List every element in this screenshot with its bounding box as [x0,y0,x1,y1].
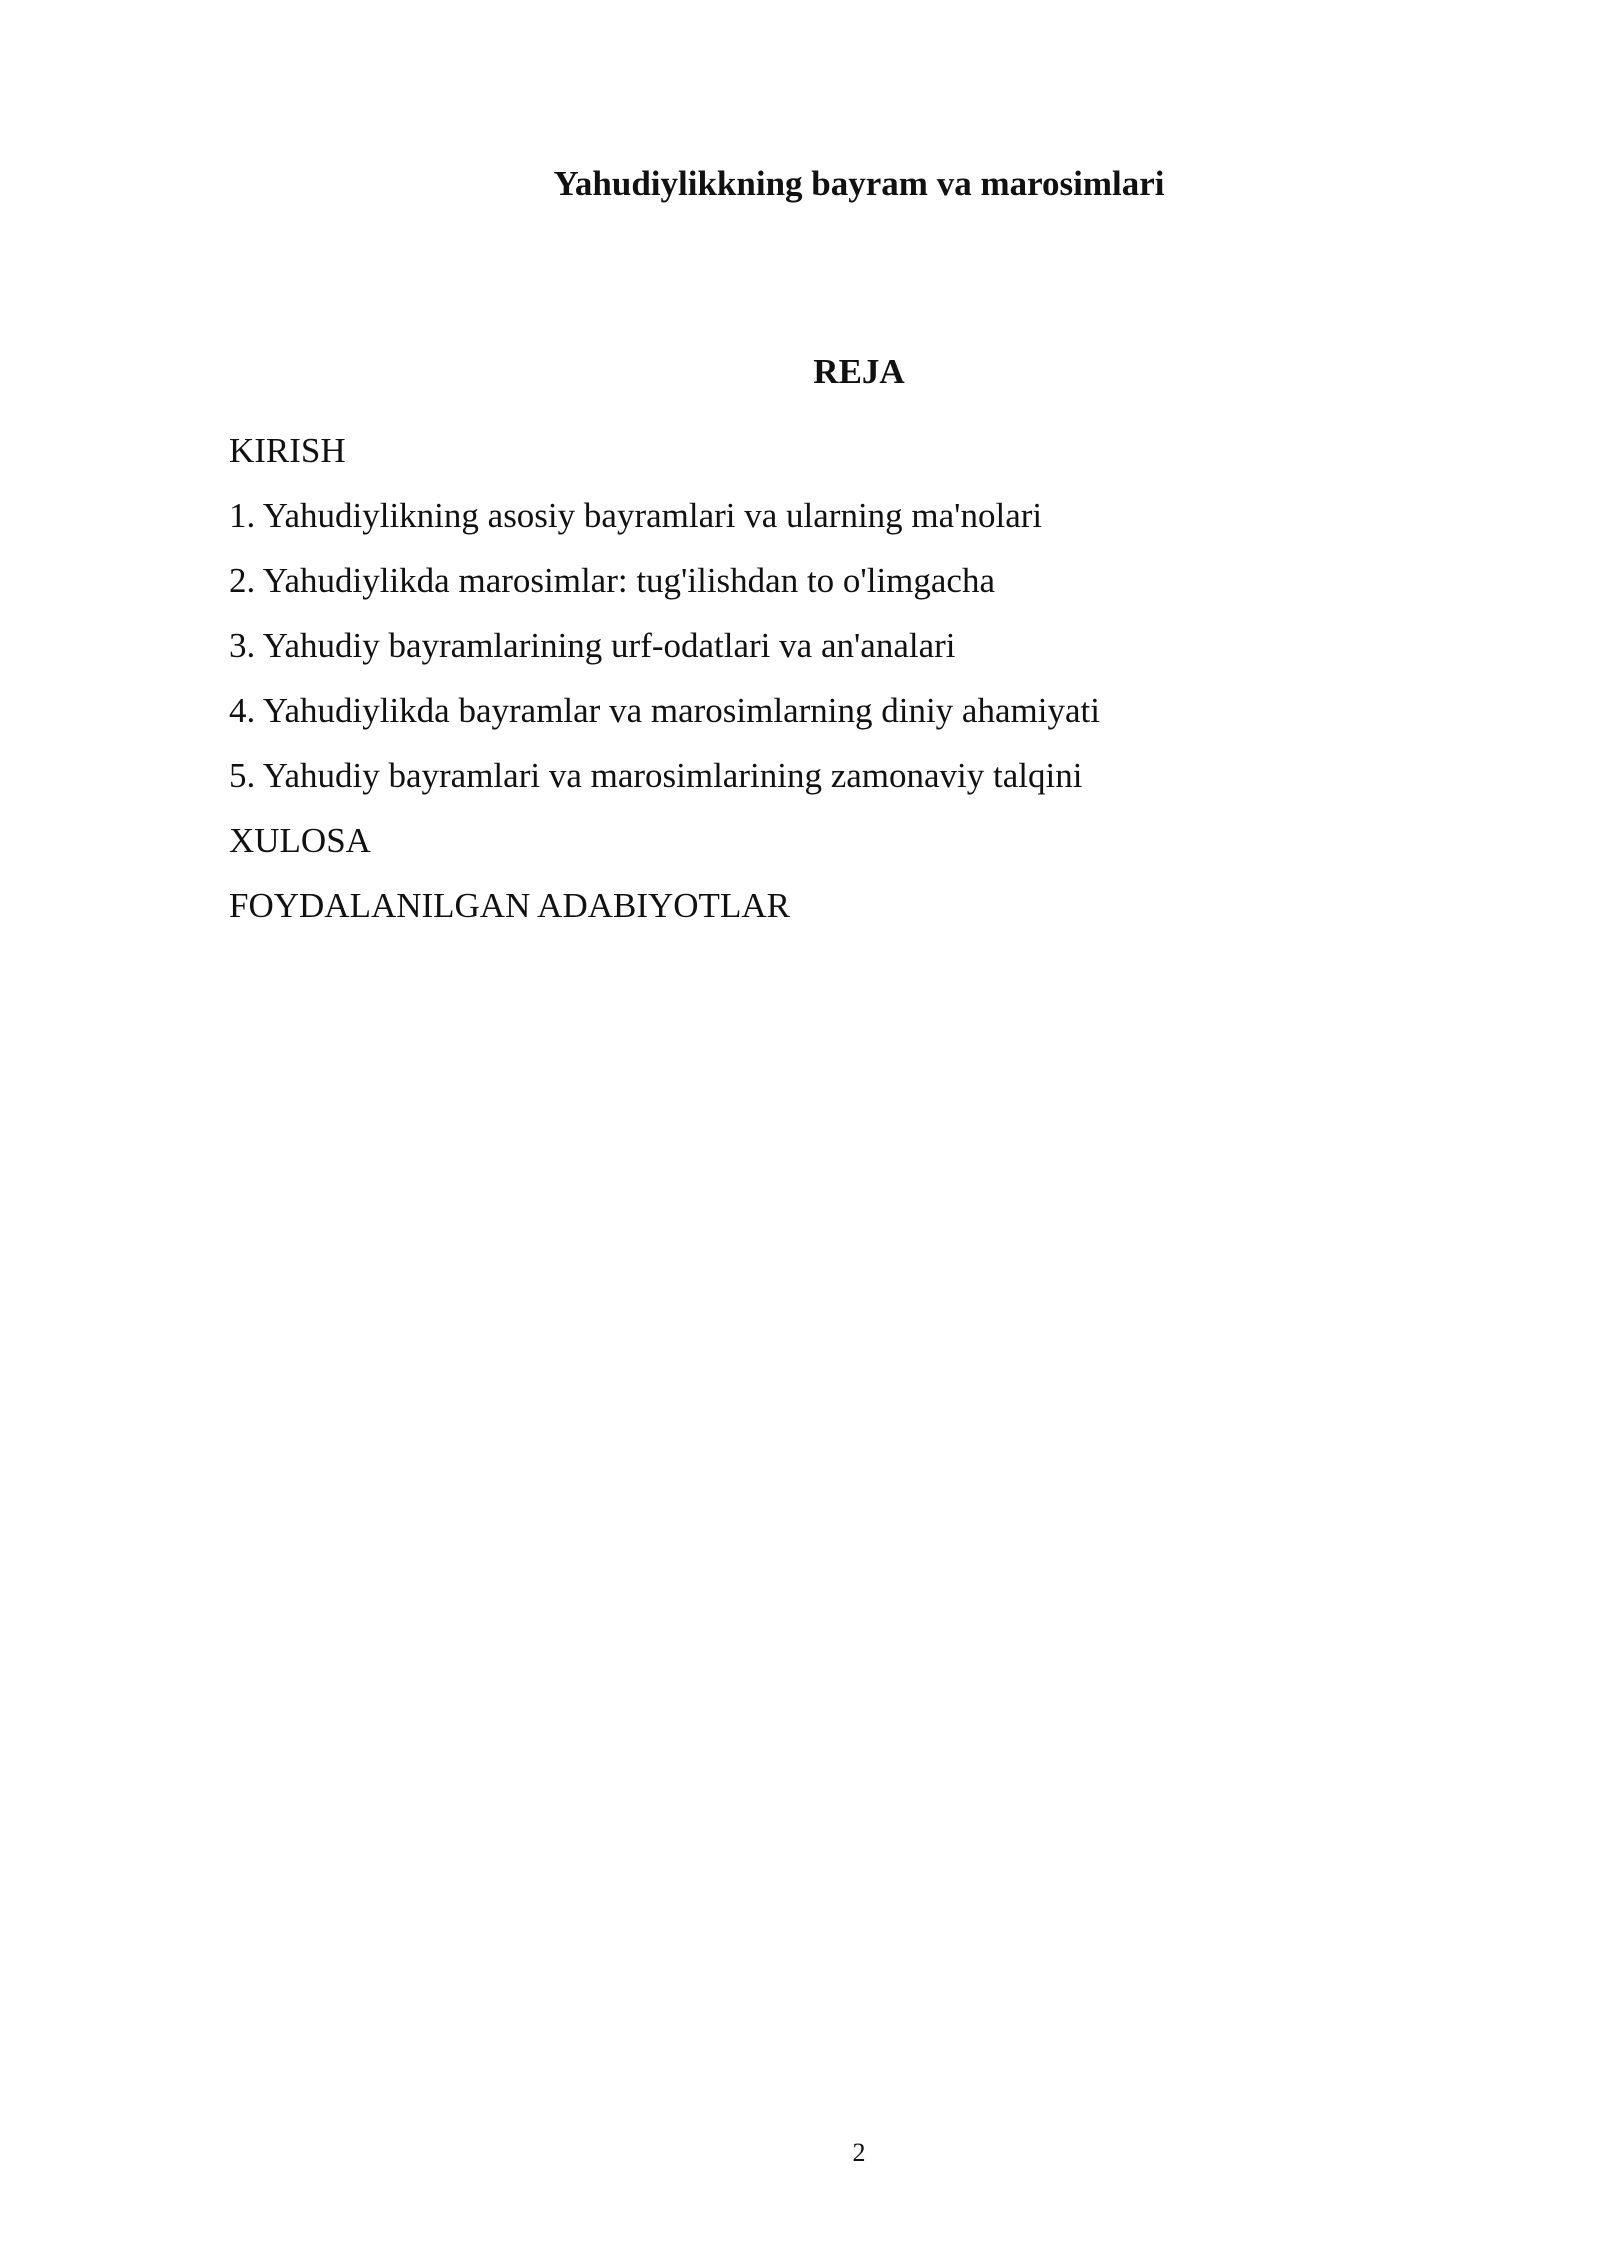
page-number: 2 [852,2138,866,2167]
toc-item-4: 4. Yahudiylikda bayramlar va marosimlarning diniy ahamiyati [229,691,1100,730]
table-of-contents [229,418,1429,938]
toc-item-1: 1. Yahudiylikning asosiy bayramlari va ularning ma'nolari [229,496,1043,535]
document-title: Yahudiylikkning bayram va marosimlari [553,164,1165,203]
toc-item-5: 5. Yahudiy bayramlari va marosimlarining zamonaviy talqini [229,756,1083,795]
toc-item-2: 2. Yahudiylikda marosimlar: tug'ilishdan to o'limgacha [229,561,996,600]
toc-item-conclusion: XULOSA [229,821,371,860]
toc-item-3: 3. Yahudiy bayramlarining urf-odatlari va an'analari [229,626,956,665]
toc-item-introduction: KIRISH [229,431,346,470]
toc-item-references: FOYDALANILGAN ADABIYOTLAR [229,886,790,925]
plan-heading: REJA [813,352,905,391]
